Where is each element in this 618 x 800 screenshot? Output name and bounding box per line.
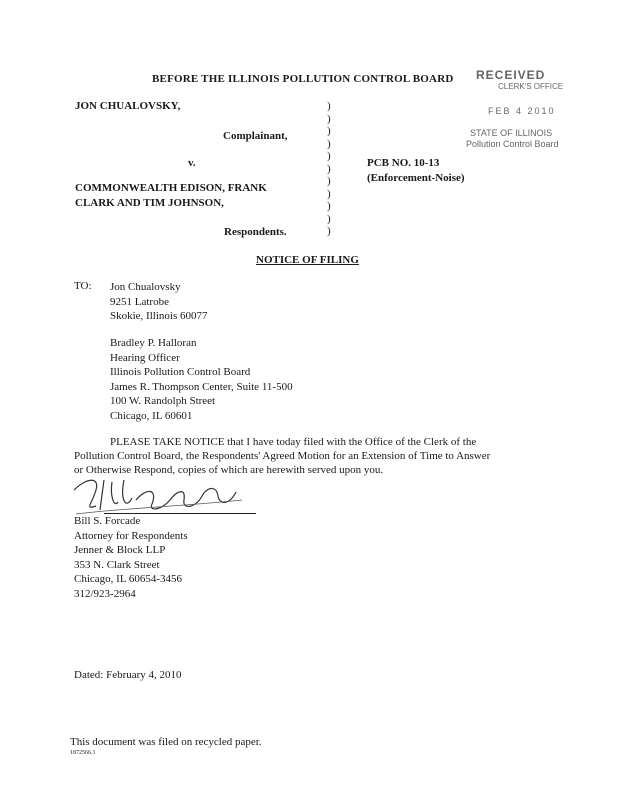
dated: Dated: February 4, 2010 [74,669,182,681]
document-title: BEFORE THE ILLINOIS POLLUTION CONTROL BOARD [152,73,454,85]
recipient-line: 9251 Latrobe [110,295,169,308]
stamp-state: STATE OF ILLINOIS [470,128,553,138]
recipient-line: Jon Chualovsky [110,281,181,293]
notice-title: NOTICE OF FILING [256,254,359,266]
stamp-board: Pollution Control Board [466,139,559,149]
signature-line-text: Attorney for Respondents [74,529,188,542]
respondents-line1: COMMONWEALTH EDISON, FRANK [75,182,267,194]
recipient-line: Illinois Pollution Control Board [110,366,251,378]
complainant-name: JON CHUALOVSKY, [75,100,181,112]
signature-line-text: Chicago, IL 60654-3456 [74,573,183,585]
signature-line-text: 353 N. Clark Street [74,558,160,571]
caption-parentheses: ) ) ) ) ) ) ) ) ) ) ) [327,100,331,237]
body-line1: PLEASE TAKE NOTICE that I have today filed with the Office of the Clerk of the [110,436,477,448]
stamp-received: RECEIVED [476,68,546,82]
recipient-line: 100 W. Randolph Street [110,395,216,407]
body-line3: or Otherwise Respond, copies of which are herewith served upon you. [74,464,384,476]
to-label: TO: [74,280,92,292]
respondents-line2: CLARK AND TIM JOHNSON, [75,197,224,209]
recycled-note: This document was filed on recycled paper. [70,736,262,748]
case-number: PCB NO. 10-13 [367,157,440,169]
signature-line-text: Jenner & Block LLP [74,544,166,556]
handwritten-signature [66,470,246,518]
stamp-date: FEB 4 2010 [488,106,556,116]
signature-block [74,514,188,601]
recipient-line: Hearing Officer [110,351,180,364]
recipient-line: Chicago, IL 60601 [110,409,193,422]
versus: v. [188,157,196,169]
recipient-line: Bradley P. Halloran [110,337,197,349]
recipient-line: Skokie, Illinois 60077 [110,310,208,322]
signature-line-text: Bill S. Forcade [74,515,141,527]
complainant-role: Complainant, [223,130,288,142]
signature-line-text: 312/923-2964 [74,587,136,600]
recipient-line: James R. Thompson Center, Suite 11-500 [110,380,293,393]
case-type: (Enforcement-Noise) [367,172,465,184]
respondents-role: Respondents. [224,226,287,238]
document-code: 1872566.1 [70,750,96,756]
stamp-clerks-office: CLERK'S OFFICE [498,82,564,91]
recipient-hearing-officer [110,336,293,423]
recipient-jon [110,280,207,324]
body-line2: Pollution Control Board, the Respondents' Agreed Motion for an Extension of Time to Answer [74,450,491,462]
